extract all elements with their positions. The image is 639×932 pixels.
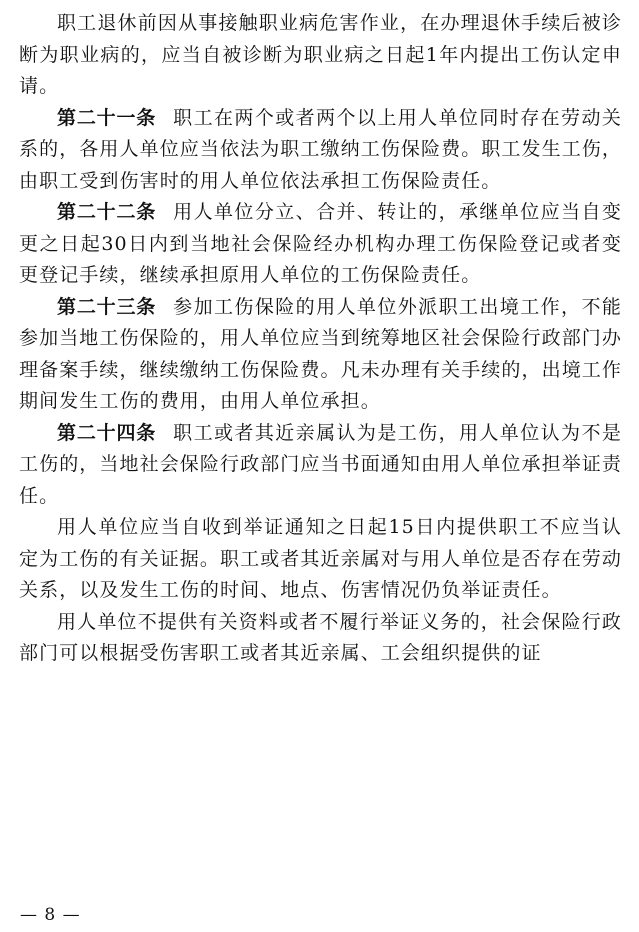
paragraph-text: 职工退休前因从事接触职业病危害作业，在办理退休手续后被诊断为职业病的，应当自被诊断为职业病之日起1年内提出工伤认定申请。: [19, 12, 622, 97]
paragraph-article-21: [19, 103, 622, 198]
article-heading: 第二十三条: [57, 295, 157, 318]
paragraph-text: 职工或者其近亲属认为是工伤，用人单位认为不是工伤的，当地社会保险行政部门应当书面通知由用人单位承担举证责任。: [19, 421, 623, 507]
paragraph-text: 用人单位不提供有关资料或者不履行举证义务的，社会保险行政部门可以根据受伤害职工或者其近亲属、工会组织提供的证: [19, 610, 622, 664]
paragraph-article-22: [19, 197, 622, 292]
page-number: — 8 —: [20, 905, 81, 925]
paragraph-text: 职工在两个或者两个以上用人单位同时存在劳动关系的，各用人单位应当依法为职工缴纳工伤保险费。职工发生工伤，由职工受到伤害时的用人单位依法承担工伤保险责任。: [19, 106, 623, 192]
document-body: [19, 8, 622, 670]
article-heading: 第二十二条: [57, 201, 157, 223]
paragraph-article-24: [19, 418, 622, 513]
paragraph-text: 用人单位应当自收到举证通知之日起15日内提供职工不应当认定为工伤的有关证据。职工或者其近亲属对与用人单位是否存在劳动关系，以及发生工伤的时间、地点、伤害情况仍负举证责任。: [19, 516, 623, 601]
paragraph-article-23: [19, 292, 622, 418]
article-heading: 第二十一条: [57, 106, 157, 129]
paragraph-text: 用人单位分立、合并、转让的，承继单位应当自变更之日起30日内到当地社会保险经办机构办理工伤保险登记或者变更登记手续，继续承担原用人单位的工伤保险责任。: [19, 201, 622, 286]
article-heading: 第二十四条: [57, 421, 157, 444]
paragraph-1: [19, 8, 622, 103]
paragraph-7: [19, 607, 622, 670]
paragraph-6: [19, 512, 622, 607]
paragraph-text: 参加工伤保险的用人单位外派职工出境工作，不能参加当地工伤保险的，用人单位应当到统筹地区社会保险行政部门办理备案手续，继续缴纳工伤保险费。凡未办理有关手续的，出境工作期间发生工伤的费用，由用人单位承担。: [19, 295, 623, 412]
